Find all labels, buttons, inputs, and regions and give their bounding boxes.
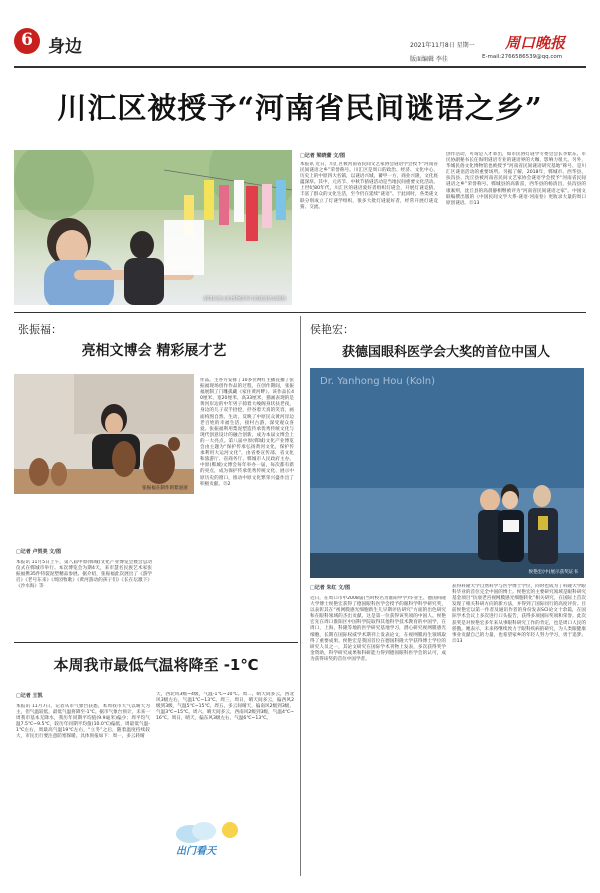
article4-title: 获德国眼科医学会大奖的首位中国人 <box>341 345 550 360</box>
article4-column-1: 近日，在周口市中2008届(当时校名为淮阳中学)毕业生、德国科隆大学博士侯艳宏获得了德国眼科医学会授予的眼科学科学研究奖，以表彰其在“视网膜感光细胞新生儿早期评估研究”方面的出色研究和在眼科领域的杰出贡献。这是第一位获得该奖项的中国人。侯艳宏先在周口淮阳区中国科学院取得其他科学技术教育的中国学，在周口，上海，科隆等地的医学研究基地学习，潜心研究视网膜感光细胞，长期在国际权威学术期刊上发表论文，在视网膜再生领域取得了重要成果。侯艳宏是我国首位在德国科隆大学获得博士学位的研究人员之一，其论文研究在国际学术刊物上发表，多次获得奖学金资助，科学研究成果和科研能力得到德国眼科医学会的认可，成为获得该奖的首位中国学者。 <box>310 596 446 662</box>
weather-logo-text: 出门看天 <box>176 846 216 857</box>
article4-person: 侯艳宏： <box>310 323 354 336</box>
page-number-badge <box>14 28 40 54</box>
main-headline: 川汇区被授予“河南省民间谜语之乡” <box>57 91 543 125</box>
article4-column-2: 获得科隆大学自然科学与医学博士学位，同时也成为了科隆大学眼科毕业的首位完全中国的博士。侯艳宏的主要研究领域是眼科研究基金项目“抗衰老宫视网膜感光细胞转化”相关研究，在国际上首次发现了相关科研方向的新方法，并得到了国际同行的高度评价。目前侯艳宏以第一作者及通讯作者的身份发表SCI论文十余篇，在国际学术会议上多次进行口头报告，获得多项国际奖项和荣誉。此次获奖是对侯艳宏多年来从事眼科研究工作的肯定，也是周口人民的骄傲。她表示，未来将继续致力于眼科疾病的研究，为人类眼健康事业贡献自己的力量，也希望家乡的年轻人努力学习，勇于追梦。㉑13 <box>452 584 586 644</box>
riddle-photo-caption: 胡琪民俗文化博物馆举行的谜语活动现场 <box>203 297 286 302</box>
award-photo-caption: 侯艳宏(中)展示获奖证书 <box>528 570 578 575</box>
article2-column-1: 本报讯 11月5日上午，第八届中原(郸城)文化产业博览会暨会总动仪式在郸城市举行。本次博览会为期4天，来市慧名民族艺术家张振福携35件特裂泥塑精品参展。据介绍，张振福此次展出了《游学启》《老号东来》《周园牧歌》《黄河游动的孩子们》《长在坛激下》《沙水海》等 <box>16 560 152 590</box>
newspaper-logo: 周口晚报 <box>505 34 566 52</box>
article3-column-2: 天，西北风3级~4级，气温-1℃~10℃。周二，晴天间多云，西北风3级左右，气温1℃~13℃。周三，周日，晴天间多云，偏西风2级到3级，气温5℃~15℃。周五，多云间晴天，偏南风2级到3级，气温3℃~15℃。周六，晴天间多云，西南风2级到3级，气温4℃~16℃。周日，晴天，偏东风3级左右，气温6℃~13℃。 <box>156 692 294 722</box>
clay-artist-illustration <box>14 374 194 494</box>
article1-byline: □记者 梁晓蕾 文/图 <box>300 153 346 159</box>
issue-date: 2021年11月8日 星期一 <box>410 42 475 49</box>
clay-artist-photo <box>14 374 194 494</box>
divider-2 <box>14 642 298 643</box>
header-rule <box>14 66 586 68</box>
article3-byline: □记者 王凯 <box>16 693 43 699</box>
page-editor: 版面编辑 李佳 <box>410 56 448 63</box>
article1-column-1: 本报讯 近日，川汇区被河南省民间文艺家协会谜语学会授予“河南省民间谜语之乡”荣誉称号。川汇区是周口的政治、经济、文化中心，历史上的中原四大名镇，以谜语兴城，蓄甲一方，商业兴隆，文化底蕴深厚。其中，元宵节、中秋节猜谜活动是当地民间重要文化活动。上世纪80年代，川汇区的谜语爱好者组织灯谜会，开展灯谜竞猜，丰富了群众的文化生活，至今仍在延续“谜语”。于此同时，各类谜文联分别成立了灯谜学组织，很多大批灯谜爱好者，经常开展灯谜竞猜、交流、 <box>300 162 438 210</box>
award-ceremony-photo <box>310 368 584 578</box>
riddle-event-photo <box>14 150 292 305</box>
vertical-divider <box>300 316 301 876</box>
article2-byline: □记者 卢贺美 文/图 <box>16 549 62 555</box>
contact-email: E-mail:2766586539@qq.com <box>482 54 563 60</box>
article2-title: 亮相文博会 精彩展才艺 <box>81 343 227 359</box>
clay-photo-caption: 张振福在制作的紫泥匿 <box>142 486 188 491</box>
weather-logo <box>170 818 250 860</box>
section-title: 身边 <box>48 37 82 57</box>
page-number: 6 <box>21 30 33 50</box>
award-screen-text: Dr. Yanhong Hou (Koln) <box>320 376 436 387</box>
article3-title: 本周我市最低气温将降至 -1℃ <box>53 656 259 674</box>
article2-column-2: 作品。主办方安排了10多位网红主播直播了张振福现场创作作品的过程，在创作期间，张振福展制了门雕孤藏《家住黄河畔》。该作品长40厘米、宽20厘米、高33厘米，描画表现的是黄河岸边的中年男子骑着大峻阁身状扶老夜，身边的儿子双手拾挖，抒谷着天真的笑容，画面构图自然、生动，反映了中原民众黄河岸边老百姓的幸福生活，接村古游，深受观众喜爱。张振福利用梨泥塑造传承优秀传统文化与现代创意设计的融合创新，成为本届文博会上的一大亮点。第八届中原(郸城)文化产业博览会由主题为“保护传承弘扬黄河文化，保护传承利用大运河文化”，由省委宣传部、省文化和旅游厅、省商务厅、郸城市人民政府主办。中原(郸城)文博会每年举办一届，每次都有新的亮点，成为保护传承优秀传统文化、展示中原历史的窗口，推动中原文化繁荣兴盛作出了积极贡献。㉑2 <box>200 378 294 487</box>
article1-column-2: 创作活动，可谓是人才辈出，如市民协灯谜学专委会会长李紫东，市民协副秘书长任海明谜语专业的谜语界的大咖，影响力很大。另外，华城民俗文化博物馆也被授予“河南省民间谜语研究基地”称号，是川汇区谜语活动的重要场所。另据了解，2018年，郸城市、西华县、扶沟县、沈丘县被河南省民间文艺家协会谜语学会授予“河南省民间谜语之乡”荣誉称号。郸城县的高新雷，西华县的杨清昌，扶沟县的康素则，沈丘县的高晨静相继被评为“河南省民间谜语之家”。中国文联编撰出版的《中国民间文学大系·谜语·河南卷》更收录大量的周口原创谜语。㉑13 <box>446 152 586 206</box>
divider-1 <box>14 312 586 313</box>
riddle-event-illustration <box>14 150 292 305</box>
award-ceremony-illustration <box>310 368 584 578</box>
article3-column-1: 本报讯 11月7日，记者从市气象台获悉，本周我市天气以晴天为主，但气温较低，最低气温将降至-1℃。据市气象台预计，未来一周我市基本无降水，我历年同期平均值(9.9毫米)偏少；周平均气温7.5℃~9.5℃，较历年同期平均值(10.0℃)偏低，周最低气温-1℃左右，周最高气温19℃左右，“立冬”之后，随着温度持续较大，市民出行要注意防寒保暖。具体预报如下：周一，多云转晴 <box>16 704 150 740</box>
article2-person: 张振福： <box>18 323 62 336</box>
article4-byline: □记者 朱红 文/图 <box>310 585 351 591</box>
